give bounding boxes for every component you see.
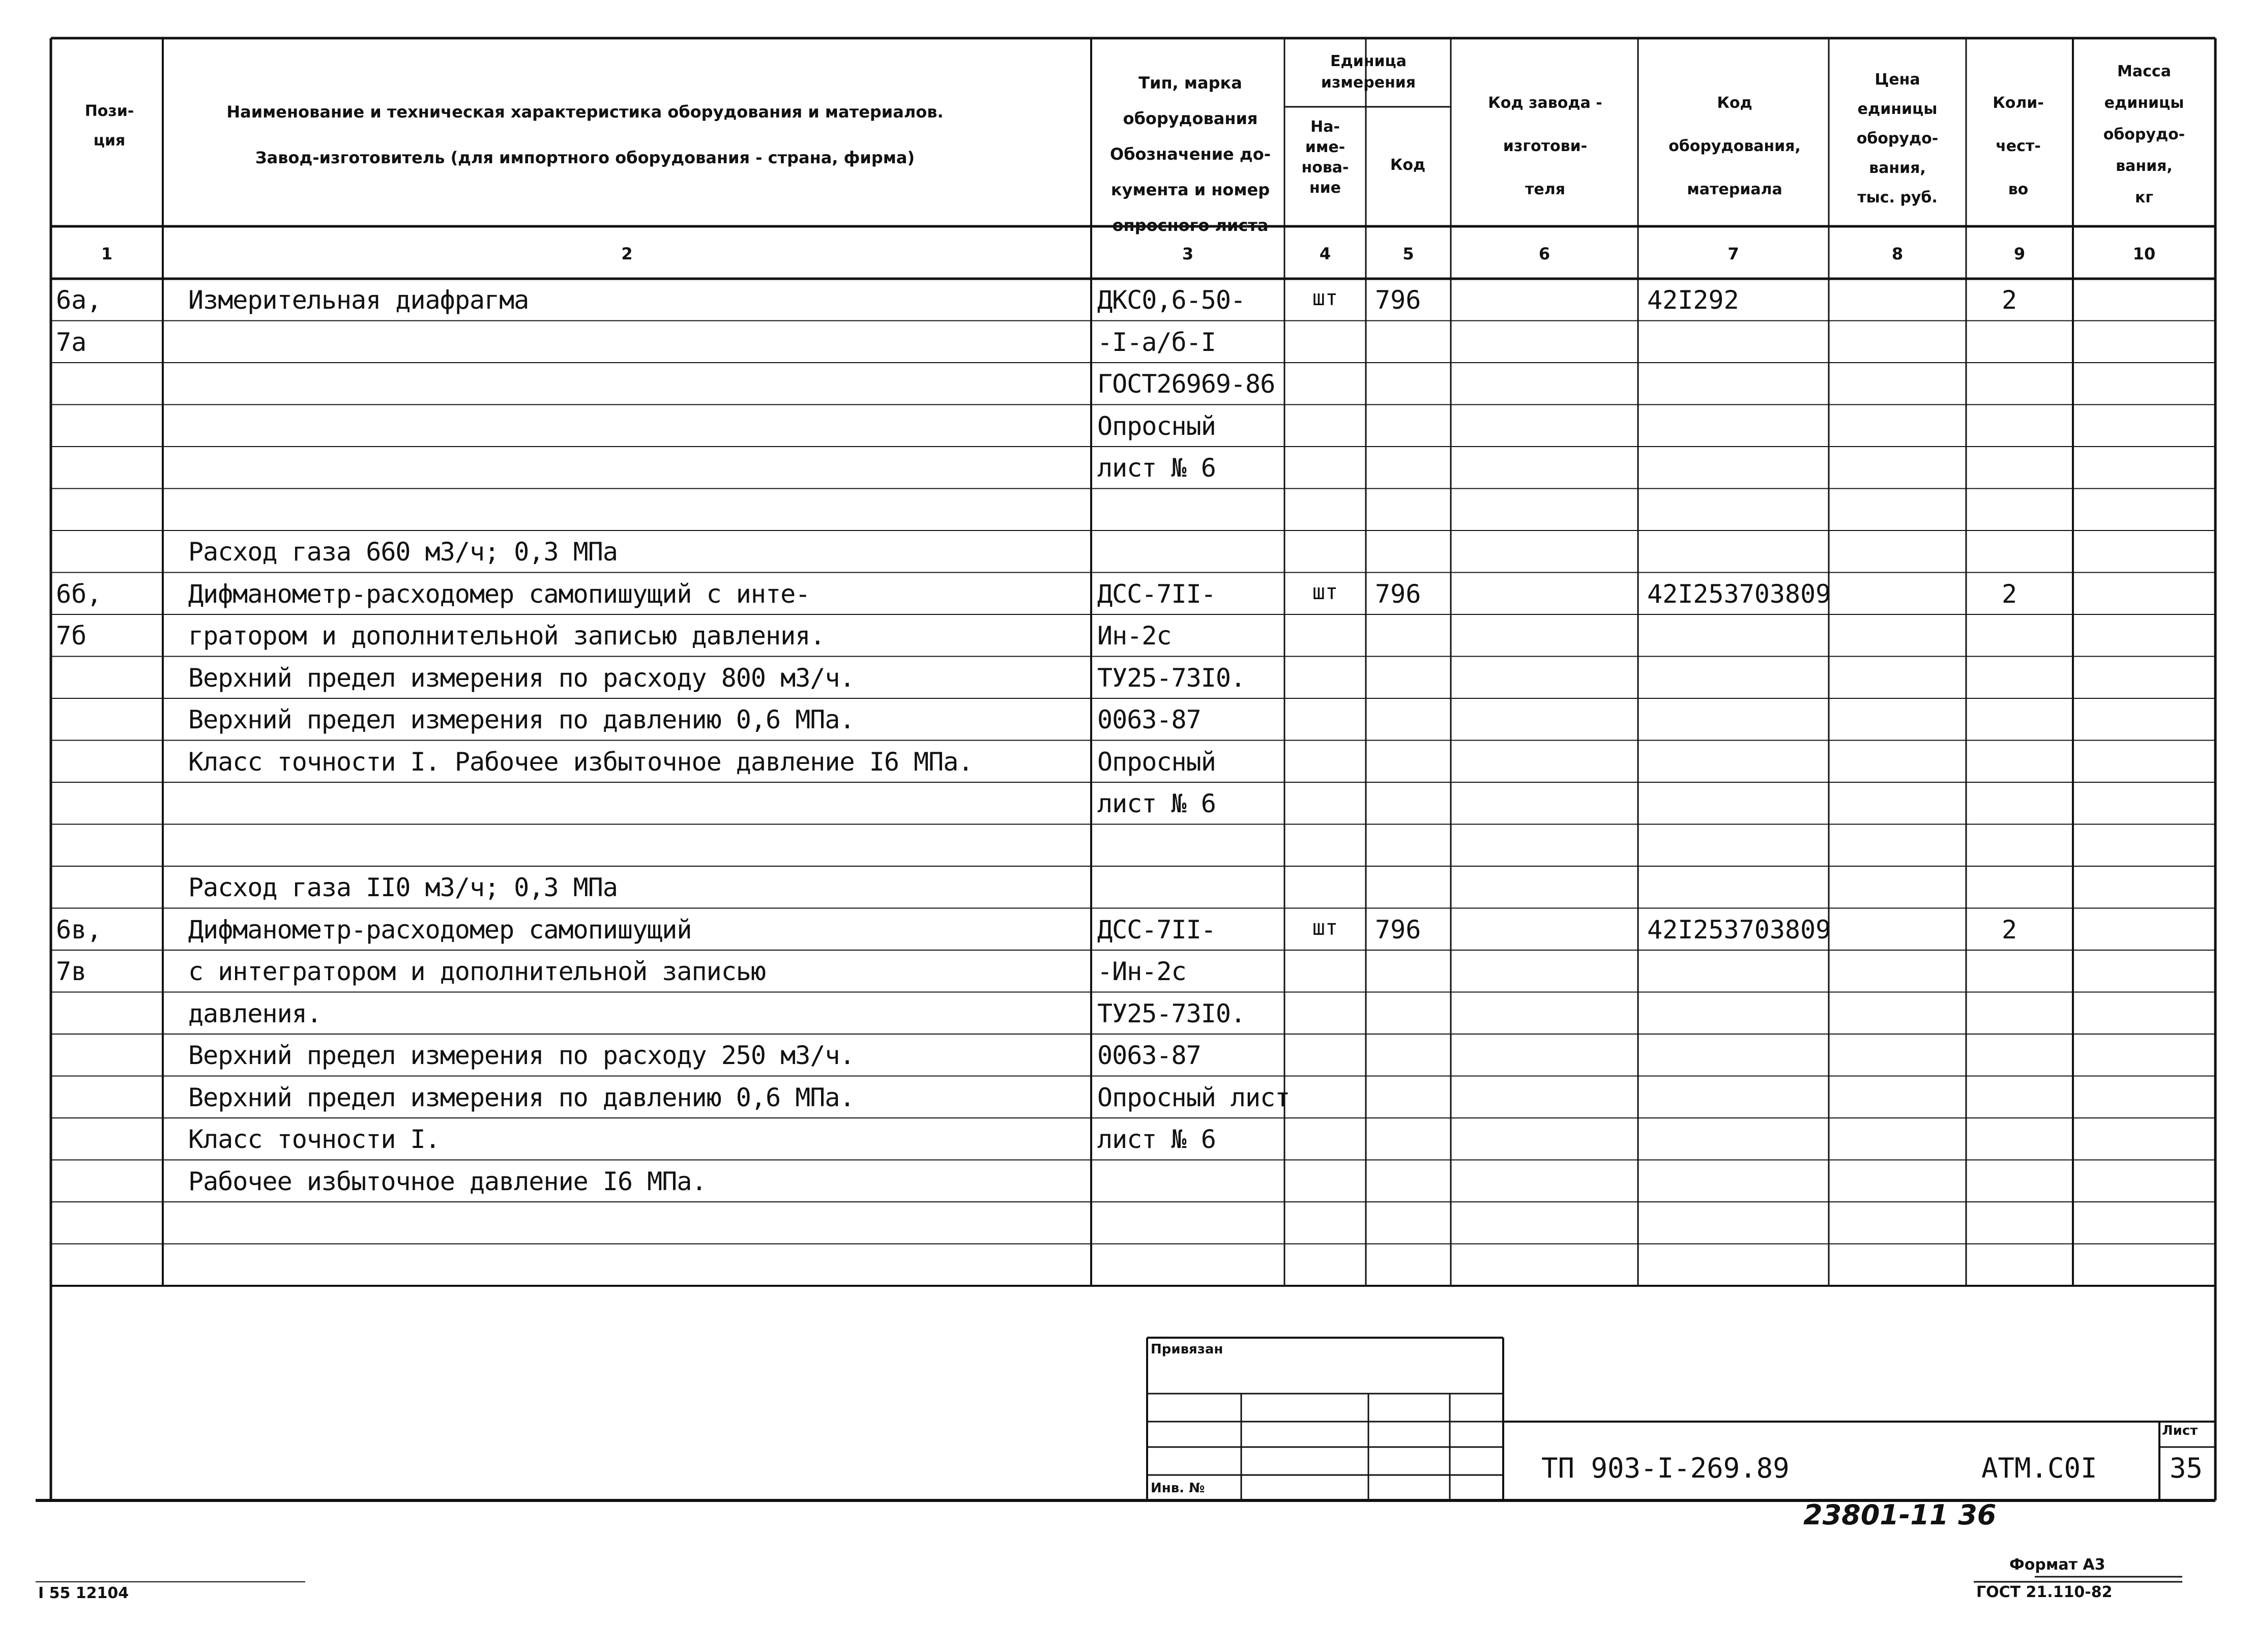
cell-type: ГОСТ26969-86 [1097,369,1275,399]
sheet-number: 35 [2169,1452,2203,1484]
column-number: 6 [1538,244,1550,263]
cell-position: 6в, [56,914,102,945]
inventory-number-label: Инв. № [1151,1481,1205,1496]
column-number: 8 [1891,244,1904,263]
cell-unit-code: 796 [1375,579,1421,609]
cell-type: Опросный лист [1097,1082,1290,1112]
sheet-label: Лист [2162,1423,2198,1438]
cell-type: Опросный [1097,411,1216,441]
header-material-code: Код оборудования, материала [1669,94,1801,198]
attached-label: Привязан [1151,1342,1223,1357]
cell-type: -I-а/б-I [1097,327,1216,357]
cell-position: 7б [56,621,87,651]
cell-name: Верхний предел измерения по давлению 0,6 МПа. [188,705,855,734]
header-type: Тип, марка оборудования Обозначение до- кумента и номер опросного листа [1110,73,1271,235]
column-number: 5 [1402,244,1414,263]
cell-type: ТУ25-73I0. [1097,663,1246,693]
cell-name: Верхний предел измерения по давлению 0,6 МПа. [188,1082,855,1112]
cell-type: ДКС0,6-50- [1097,285,1246,315]
header-position: Пози- ция [84,102,134,150]
cell-unit: шт [1312,914,1338,940]
header-mass: Масса единицы оборудо- вания, кг [2103,63,2185,206]
cell-quantity: 2 [2001,285,2017,315]
cell-name: Дифманометр-расходомер самопишущий [188,914,692,945]
header-price: Цена единицы оборудо- вания, тыс. руб. [1856,71,1939,206]
cell-type: ДСС-7II- [1097,579,1216,609]
cell-name: Расход газа II0 м3/ч; 0,3 МПа [188,873,618,902]
cell-type: лист № 6 [1097,1125,1216,1154]
cell-position: 6б, [56,579,102,609]
cell-name: Класс точности I. [188,1125,440,1154]
cell-name: Класс точности I. Рабочее избыточное давление I6 МПа. [188,747,973,777]
cell-type: -Ин-2с [1097,957,1186,986]
cell-type: Ин-2с [1097,621,1172,651]
handwritten-number: 23801-11 36 [1803,1499,1997,1531]
column-number: 3 [1182,244,1194,263]
cell-name: Верхний предел измерения по расходу 250 м3/ч. [188,1041,855,1070]
cell-unit: шт [1312,285,1338,310]
cell-material-code: 42I253703809 [1647,914,1831,945]
cell-unit-code: 796 [1375,914,1421,945]
cell-name: Измерительная диафрагма [188,285,529,315]
cell-name: гратором и дополнительной записью давления. [188,621,825,651]
header-unit-code: Код [1390,156,1426,174]
header-name: Наименование и техническая характеристика оборудования и материалов. Завод-изготовитель (для импортного оборудования - страна, фирма) [226,102,944,167]
header-unit-name: На- име- нова- ние [1301,118,1349,197]
header-quantity: Коли- чест- во [1993,94,2044,198]
cell-position: 7а [56,327,87,357]
cell-position: 7в [56,957,87,986]
header-factory-code: Код завода - изготови- теля [1488,94,1602,198]
cell-name: Дифманометр-расходомер самопишущий с инте- [188,579,810,609]
cell-type: лист № 6 [1097,789,1216,818]
column-number: 4 [1319,244,1331,263]
cell-name: Верхний предел измерения по расходу 800 м3/ч. [188,663,855,693]
format-label: Формат А3 [2009,1556,2105,1574]
cell-type: ТУ25-73I0. [1097,998,1246,1028]
document-code: АТМ.С0I [1981,1452,2097,1484]
column-number: 2 [621,244,633,263]
cell-material-code: 42I292 [1647,285,1739,315]
cell-quantity: 2 [2001,914,2017,945]
cell-name: Рабочее избыточное давление I6 МПа. [188,1166,707,1196]
cell-name: Расход газа 660 м3/ч; 0,3 МПа [188,537,618,567]
footer-left-code: I 55 12104 [38,1584,129,1602]
cell-material-code: 42I253703809 [1647,579,1831,609]
cell-type: 0063-87 [1097,705,1201,734]
cell-type: лист № 6 [1097,453,1216,483]
cell-name: давления. [188,998,321,1028]
column-number: 10 [2132,244,2156,263]
cell-quantity: 2 [2001,579,2017,609]
project-designation: ТП 903-I-269.89 [1541,1452,1790,1484]
cell-unit-code: 796 [1375,285,1421,315]
cell-type: 0063-87 [1097,1041,1201,1070]
column-number: 7 [1728,244,1739,263]
header-unit: Единица измерения [1321,52,1416,92]
cell-position: 6а, [56,285,102,315]
column-number: 9 [2013,244,2026,263]
cell-type: Опросный [1097,747,1216,777]
cell-name: с интегратором и дополнительной записью [188,957,766,986]
gost-label: ГОСТ 21.110-82 [1976,1583,2113,1601]
cell-unit: шт [1312,579,1338,604]
column-number: 1 [101,244,113,263]
cell-type: ДСС-7II- [1097,914,1216,945]
